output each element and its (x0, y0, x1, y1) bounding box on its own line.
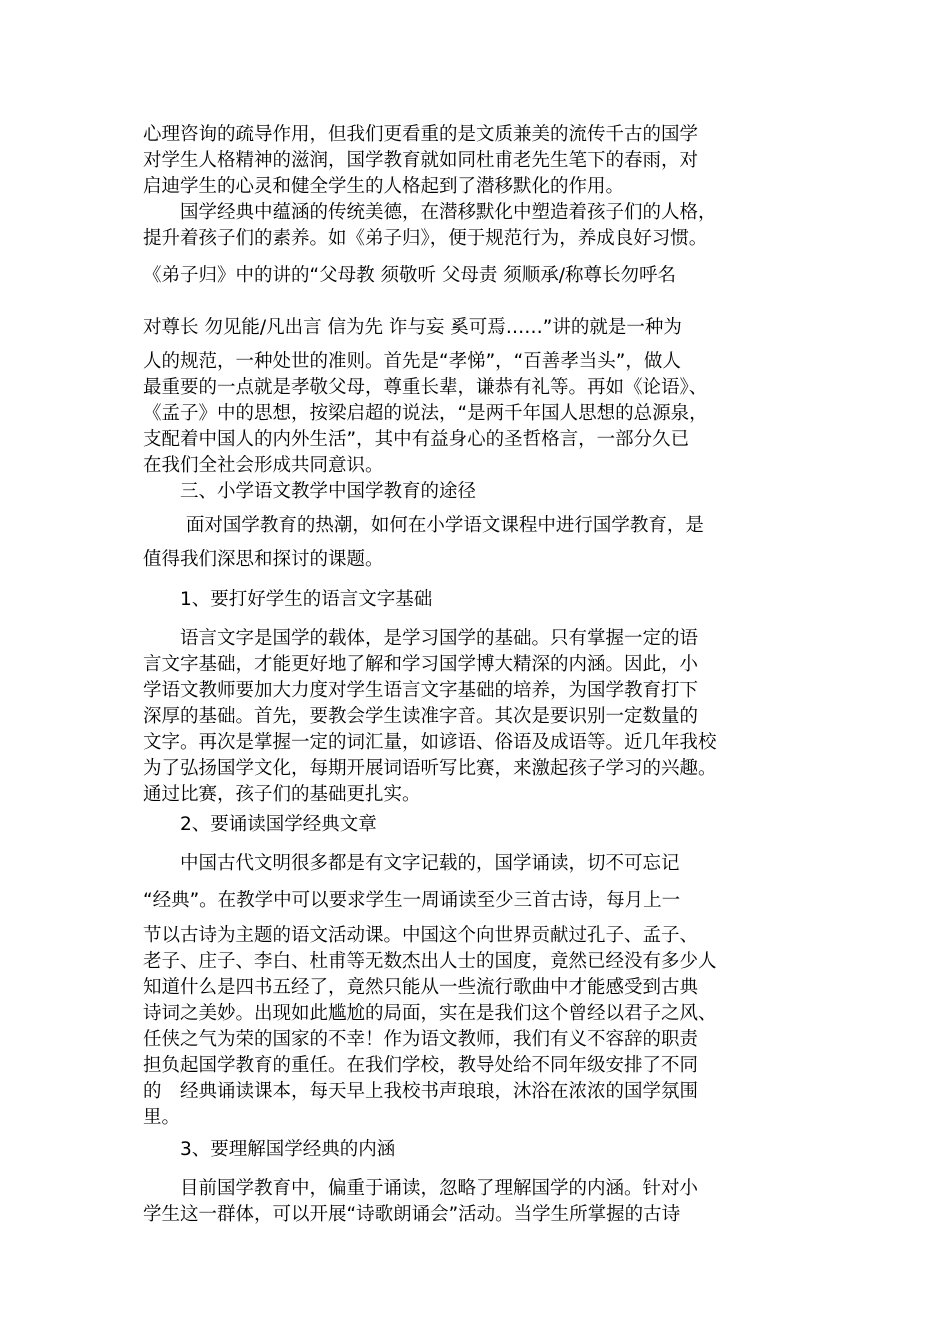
text-line: 节以古诗为主题的语文活动课。中国这个向世界贡献过孔子、孟子、 (143, 925, 699, 946)
text-line: 国学经典中蕴涵的传统美德，在潜移默化中塑造着孩子们的人格， (143, 202, 717, 223)
text-line: 言文字基础，才能更好地了解和学习国学博大精深的内涵。因此，小 (143, 654, 699, 675)
text-line: 启迪学生的心灵和健全学生的人格起到了潜移默化的作用。 (143, 176, 625, 197)
text-line: 任侠之气为荣的国家的不幸！作为语文教师，我们有义不容辞的职责 (143, 1029, 699, 1050)
text-line: 心理咨询的疏导作用，但我们更看重的是文质兼美的流传千古的国学 (143, 124, 699, 145)
text-line: 诗词之美妙。出现如此尴尬的局面，实在是我们这个曾经以君子之风、 (143, 1003, 717, 1024)
text-line: “经典”。在教学中可以要求学生一周诵读至少三首古诗，每月上一 (143, 890, 681, 911)
text-line: 里。 (143, 1107, 181, 1128)
text-line: 老子、庄子、李白、杜甫等无数杰出人士的国度，竟然已经没有多少人 (143, 951, 717, 972)
subsection-heading: 1、要打好学生的语言文字基础 (143, 589, 433, 610)
text-line: 的 经典诵读课本，每天早上我校书声琅琅，沐浴在浓浓的国学氛围 (143, 1081, 699, 1102)
text-line: 提升着孩子们的素养。如《弟子归》，便于规范行为，养成良好习惯。 (143, 228, 708, 249)
text-line: 在我们全社会形成共同意识。 (143, 455, 384, 476)
section-heading: 三、小学语文教学中国学教育的途径 (143, 481, 477, 502)
subsection-heading: 3、要理解国学经典的内涵 (143, 1139, 396, 1160)
text-line: 担负起国学教育的重任。在我们学校，教导处给不同年级安排了不同 (143, 1055, 699, 1076)
text-line: 《孟子》中的思想，按梁启超的说法，“是两千年国人思想的总源泉， (143, 403, 708, 424)
text-line: 值得我们深思和探讨的课题。 (143, 549, 384, 570)
subsection-heading: 2、要诵读国学经典文章 (143, 814, 377, 835)
text-line: 文字。再次是掌握一定的词汇量，如谚语、俗语及成语等。近几年我校 (143, 732, 717, 753)
text-line: 语言文字是国学的载体，是学习国学的基础。只有掌握一定的语 (143, 628, 699, 649)
text-line: 目前国学教育中，偏重于诵读，忽略了理解国学的内涵。针对小 (143, 1178, 699, 1199)
text-line: 学生这一群体，可以开展“诗歌朗诵会”活动。当学生所掌握的古诗 (143, 1204, 681, 1225)
text-line: 人的规范，一种处世的准则。首先是“孝悌”，“百善孝当头”，做人 (143, 351, 681, 372)
text-line: 学语文教师要加大力度对学生语言文字基础的培养，为国学教育打下 (143, 680, 699, 701)
text-line: 对尊长 勿见能/凡出言 信为先 诈与妄 奚可焉……”讲的就是一种为 (143, 317, 682, 338)
text-line: 通过比赛，孩子们的基础更扎实。 (143, 784, 421, 805)
text-line: 为了弘扬国学文化，每期开展词语听写比赛，来激起孩子学习的兴趣。 (143, 758, 717, 779)
text-line: 支配着中国人的内外生活”，其中有益身心的圣哲格言，一部分久已 (143, 429, 690, 450)
text-line: 中国古代文明很多都是有文字记载的，国学诵读，切不可忘记 (143, 853, 680, 874)
text-line: 面对国学教育的热潮，如何在小学语文课程中进行国学教育，是 (143, 515, 704, 536)
text-line: 深厚的基础。首先，要教会学生读准字音。其次是要识别一定数量的 (143, 706, 699, 727)
text-line: 知道什么是四书五经了，竟然只能从一些流行歌曲中才能感受到古典 (143, 977, 699, 998)
text-line: 《弟子归》中的讲的“父母教 须敬听 父母责 须顺承/称尊长勿呼名 (143, 265, 676, 286)
text-line: 最重要的一点就是孝敬父母，尊重长辈，谦恭有礼等。再如《论语》、 (143, 377, 708, 398)
text-line: 对学生人格精神的滋润，国学教育就如同杜甫老先生笔下的春雨，对 (143, 150, 699, 171)
